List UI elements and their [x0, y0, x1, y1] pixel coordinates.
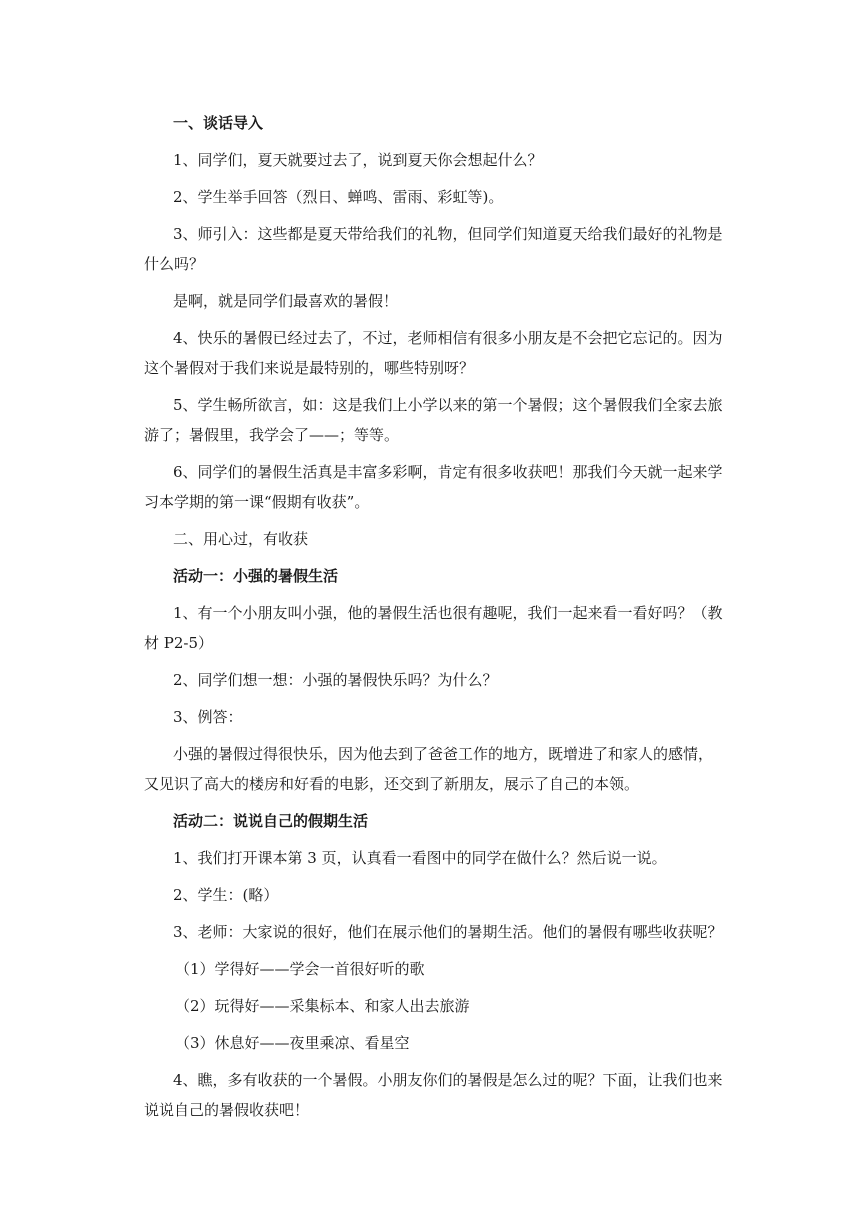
paragraph: 4、快乐的暑假已经过去了，不过，老师相信有很多小朋友是不会把它忘记的。因为这个暑假对于我们来说是最特别的，哪些特别呀？ — [144, 329, 723, 377]
paragraph: 6、同学们的暑假生活真是丰富多彩啊，肯定有很多收获吧！那我们今天就一起来学习本学期的第一课“假期有收获”。 — [144, 463, 723, 511]
paragraph: 1、我们打开课本第 3 页，认真看一看图中的同学在做什么？然后说一说。 — [173, 849, 667, 867]
paragraph: 3、例答： — [173, 708, 243, 726]
paragraph: 3、师引入：这些都是夏天带给我们的礼物，但同学们知道夏天给我们最好的礼物是什么吗？ — [144, 225, 723, 273]
paragraph: 3、老师：大家说的很好，他们在展示他们的暑期生活。他们的暑假有哪些收获呢？ — [173, 923, 723, 941]
paragraph: 2、学生：(略） — [173, 886, 279, 904]
paragraph: 4、瞧，多有收获的一个暑假。小朋友你们的暑假是怎么过的呢？下面，让我们也来说说自己的暑假收获吧！ — [144, 1071, 723, 1119]
paragraph: 小强的暑假过得很快乐，因为他去到了爸爸工作的地方，既增进了和家人的感情，又见识了高大的楼房和好看的电影，还交到了新朋友，展示了自己的本领。 — [144, 745, 714, 793]
paragraph: 1、同学们，夏天就要过去了，说到夏天你会想起什么？ — [173, 151, 543, 169]
paragraph: 2、同学们想一想：小强的暑假快乐吗？为什么？ — [173, 671, 498, 689]
paragraph: 是啊，就是同学们最喜欢的暑假！ — [173, 292, 399, 310]
list-item: （2）玩得好——采集标本、和家人出去旅游 — [175, 997, 470, 1015]
document-page — [144, 108, 724, 1132]
activity-heading-2: 活动二：说说自己的假期生活 — [173, 812, 369, 830]
section-heading-1: 一、谈话导入 — [173, 114, 264, 132]
paragraph: 5、学生畅所欲言，如：这是我们上小学以来的第一个暑假；这个暑假我们全家去旅游了；暑假里，我学会了——；等等。 — [144, 396, 723, 444]
activity-heading-1: 活动一：小强的暑假生活 — [173, 567, 339, 585]
paragraph: 1、有一个小朋友叫小强，他的暑假生活也很有趣呢，我们一起来看一看好吗？（教材 P2-5） — [144, 604, 723, 652]
paragraph: 2、学生举手回答（烈日、蝉鸣、雷雨、彩虹等)。 — [173, 188, 504, 206]
list-item: （1）学得好——学会一首很好听的歌 — [175, 960, 425, 978]
list-item: （3）休息好——夜里乘凉、看星空 — [175, 1034, 410, 1052]
section-heading-2: 二、用心过，有收获 — [173, 530, 309, 548]
